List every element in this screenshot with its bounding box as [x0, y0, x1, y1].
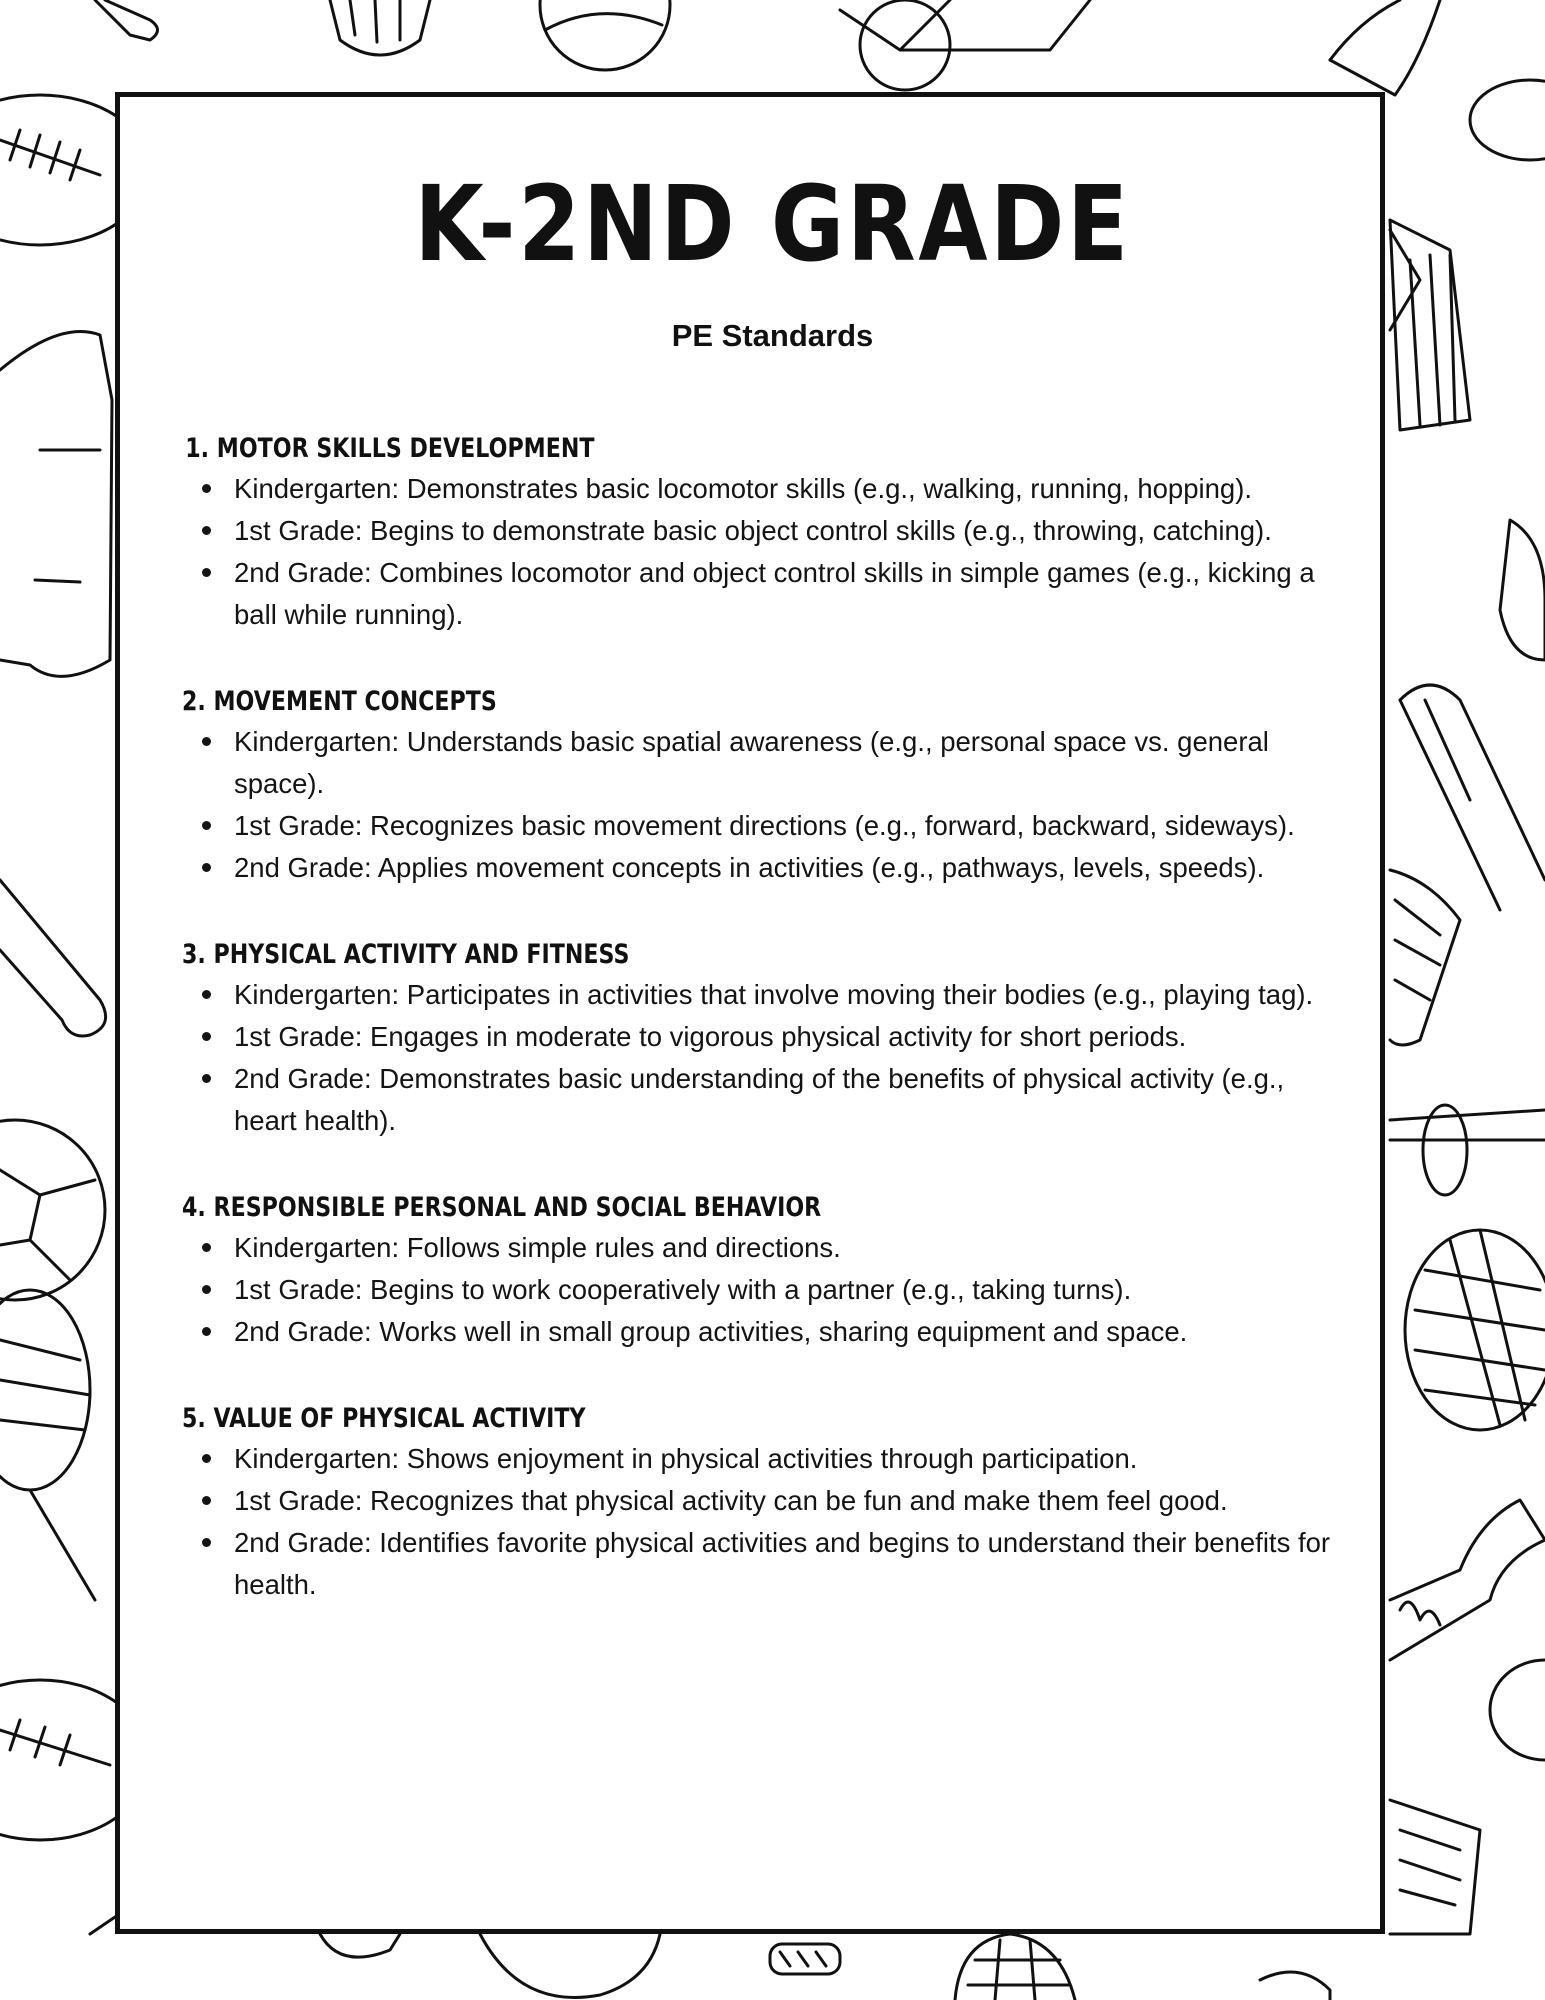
trophy-icon — [1390, 1500, 1545, 1660]
section-value-physical-activity — [182, 1400, 1332, 1606]
list-item: Kindergarten: Understands basic spatial awareness (e.g., personal space vs. general space). — [182, 721, 1332, 805]
standards-list — [182, 721, 1332, 889]
standards-content — [182, 430, 1332, 1653]
list-item: 2nd Grade: Demonstrates basic understanding of the benefits of physical activity (e.g., heart health). — [182, 1058, 1332, 1142]
bicycle-icon — [840, 0, 1090, 90]
standards-list — [182, 1227, 1332, 1353]
shuttlecock-icon — [1390, 1800, 1480, 1934]
section-heading: 3. PHYSICAL ACTIVITY AND FITNESS — [182, 939, 630, 970]
paddle-icon — [1500, 520, 1545, 660]
whistle-icon — [770, 1944, 840, 1974]
standards-list — [182, 1438, 1332, 1606]
tennis-racket-icon — [955, 1934, 1075, 2000]
list-item: 1st Grade: Recognizes basic movement directions (e.g., forward, backward, sideways). — [182, 805, 1332, 847]
page-subtitle: PE Standards — [671, 318, 874, 353]
jersey-icon — [0, 332, 112, 677]
football-icon — [1470, 80, 1545, 160]
list-item: 1st Grade: Begins to demonstrate basic object control skills (e.g., throwing, catching). — [182, 510, 1332, 552]
section-movement-concepts — [182, 683, 1332, 889]
list-item: Kindergarten: Shows enjoyment in physical activities through participation. — [182, 1438, 1332, 1480]
tennis-ball-icon — [540, 0, 670, 70]
page-title: K-2ND GRADE — [414, 163, 1131, 285]
shuttlecock-icon — [330, 0, 430, 55]
section-physical-activity-fitness — [182, 936, 1332, 1142]
baseball-bat-icon — [1400, 685, 1545, 910]
section-heading: 4. RESPONSIBLE PERSONAL AND SOCIAL BEHAVIOR — [182, 1192, 822, 1223]
bat-handle-icon — [95, 0, 158, 40]
standards-list — [182, 468, 1332, 636]
list-item: 2nd Grade: Combines locomotor and object control skills in simple games (e.g., kicking a ball while running). — [182, 552, 1332, 636]
list-item: 1st Grade: Begins to work cooperatively with a partner (e.g., taking turns). — [182, 1269, 1332, 1311]
list-item: 2nd Grade: Works well in small group activities, sharing equipment and space. — [182, 1311, 1332, 1353]
hockey-stick-icon — [1390, 1105, 1545, 1195]
list-item: Kindergarten: Follows simple rules and directions. — [182, 1227, 1332, 1269]
shuttlecock-icon — [1390, 870, 1460, 1045]
trophy-icon — [1330, 0, 1440, 95]
list-item: 2nd Grade: Applies movement concepts in activities (e.g., pathways, levels, speeds). — [182, 847, 1332, 889]
section-heading: 1. MOTOR SKILLS DEVELOPMENT — [185, 433, 595, 464]
sneaker-icon — [320, 1934, 400, 1957]
list-item: 1st Grade: Engages in moderate to vigorous physical activity for short periods. — [182, 1016, 1332, 1058]
section-heading: 5. VALUE OF PHYSICAL ACTIVITY — [182, 1403, 586, 1434]
tennis-racket-icon — [1405, 1230, 1545, 1430]
baseball-bat-icon — [0, 880, 106, 1036]
section-heading: 2. MOVEMENT CONCEPTS — [182, 686, 497, 717]
soccer-ball-icon — [0, 1120, 105, 1300]
section-motor-skills — [182, 430, 1332, 636]
standards-list — [182, 974, 1332, 1142]
tennis-racket-icon — [0, 1290, 95, 1600]
list-item: Kindergarten: Participates in activities that involve moving their bodies (e.g., playing tag). — [182, 974, 1332, 1016]
list-item: Kindergarten: Demonstrates basic locomotor skills (e.g., walking, running, hopping). — [182, 468, 1332, 510]
football-icon — [1490, 1660, 1545, 1760]
section-responsible-behavior — [182, 1189, 1332, 1353]
ball-icon — [480, 1934, 660, 1997]
list-item: 1st Grade: Recognizes that physical activity can be fun and make them feel good. — [182, 1480, 1332, 1522]
cone-icon — [1260, 1972, 1330, 2000]
list-item: 2nd Grade: Identifies favorite physical activities and begins to understand their benefits for health. — [182, 1522, 1332, 1606]
